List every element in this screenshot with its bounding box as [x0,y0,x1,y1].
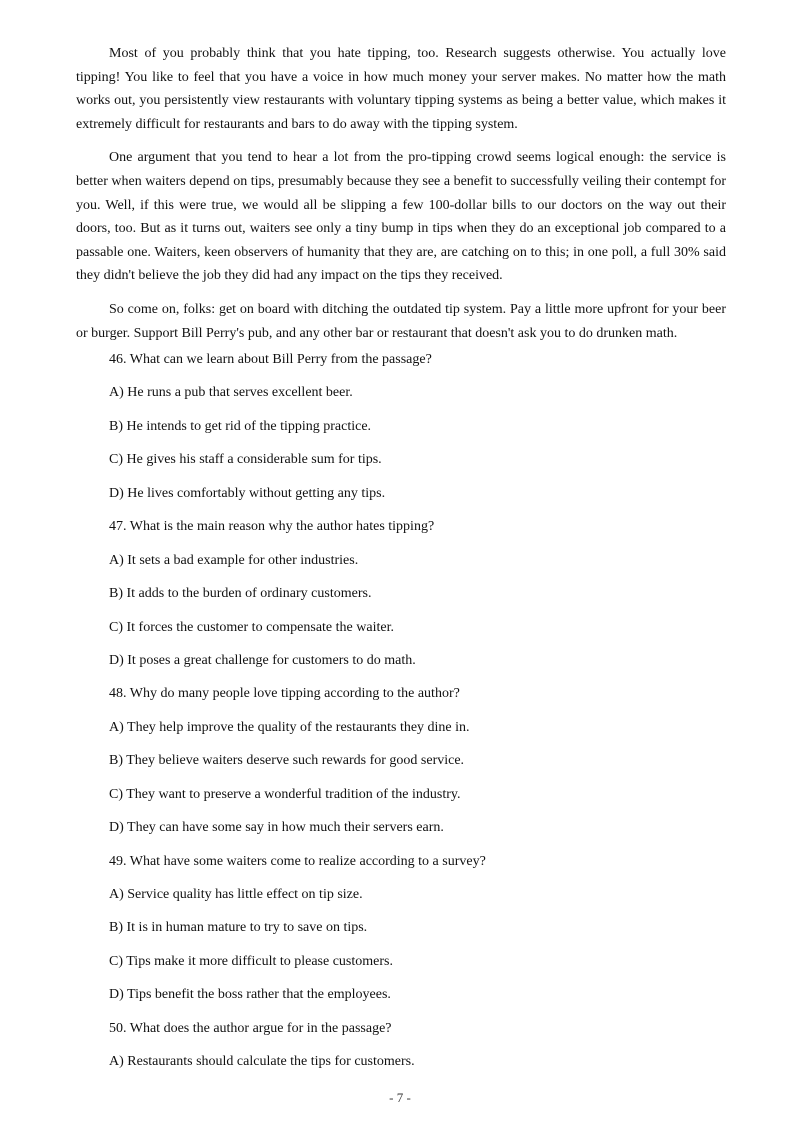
passage-paragraph-2: One argument that you tend to hear a lot from the pro-tipping crowd seems logical enough: the service is better when waiters depend on tips, presumably because they see a benefit to successfully veiling their contempt for you. Well, if this were true, we would all be slipping a few 100-dollar bills to our doctors on the way out their doors, too. But as it turns out, waiters see only a tiny bump in tips when they do an exceptional job compared to a passable one. Waiters, keen observers of humanity that they are, are catching on to this; in one poll, a full 30% said they didn't believe the job they did had any impact on the tips they received. [76,150,726,284]
passage-paragraph-3: So come on, folks: get on board with ditching the outdated tip system. Pay a little more upfront for your beer or burger. Support Bill Perry's pub, and any other bar or restaurant that doesn't ask you to do drunken math. [76,301,726,341]
question-50-stem: 50. What does the author argue for in the passage? [109,1020,392,1036]
question-47-stem: 47. What is the main reason why the author hates tipping? [109,519,435,535]
question-46-option-a: A) He runs a pub that serves excellent beer. [109,385,353,401]
question-48-option-c: C) They want to preserve a wonderful tradition of the industry. [109,786,461,802]
reading-passage [76,42,726,355]
page-number: - 7 - [389,1090,411,1105]
question-47-option-c: C) It forces the customer to compensate the waiter. [109,619,394,635]
question-47-option-a: A) It sets a bad example for other industries. [109,552,359,568]
question-47-option-d: D) It poses a great challenge for customers to do math. [109,652,416,668]
question-48-option-d: D) They can have some say in how much their servers earn. [109,820,444,836]
question-49-option-b: B) It is in human mature to try to save on tips. [109,920,368,936]
question-48-option-b: B) They believe waiters deserve such rewards for good service. [109,753,465,769]
question-48-option-a: A) They help improve the quality of the restaurants they dine in. [109,719,470,735]
question-46-option-c: C) He gives his staff a considerable sum for tips. [109,452,382,468]
question-46-stem: 46. What can we learn about Bill Perry from the passage? [109,352,432,367]
question-49-option-a: A) Service quality has little effect on tip size. [109,887,363,902]
question-46-option-d: D) He lives comfortably without getting any tips. [109,485,386,501]
question-46-option-b: B) He intends to get rid of the tipping practice. [109,418,372,434]
question-50-option-a: A) Restaurants should calculate the tips for customers. [109,1054,415,1070]
question-49-option-c: C) Tips make it more difficult to please customers. [109,953,393,969]
question-48-stem: 48. Why do many people love tipping according to the author? [109,686,460,702]
question-47-option-b: B) It adds to the burden of ordinary customers. [109,586,372,602]
question-49-option-d: D) Tips benefit the boss rather that the employees. [109,987,391,1003]
question-49-stem: 49. What have some waiters come to realize according to a survey? [109,853,486,869]
question-list [109,350,729,1086]
passage-paragraph-1: Most of you probably think that you hate tipping, too. Research suggests otherwise. You actually love tipping! You like to feel that you have a voice in how much money your server makes. No matter how the math works out, you persistently view restaurants with voluntary tipping systems as being a better value, which makes it extremely difficult for restaurants and bars to do away with the tipping system. [76,46,726,132]
